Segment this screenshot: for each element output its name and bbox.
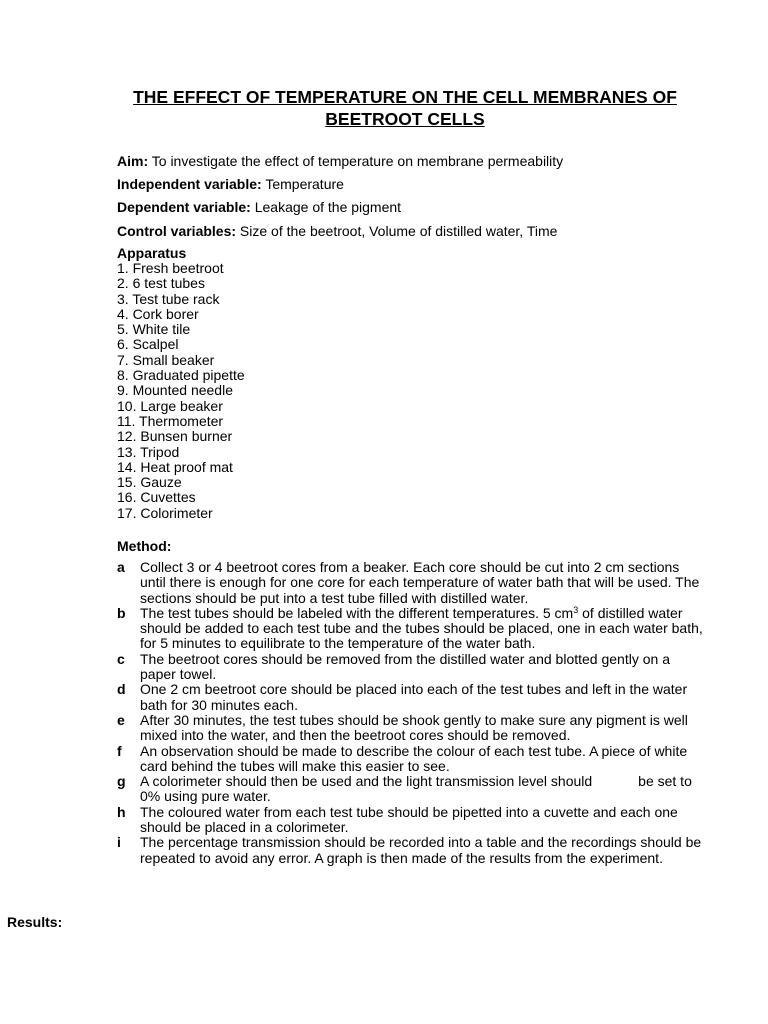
step-text: The percentage transmission should be recorded into a table and the recordings should be repeated to avoid any error. A graph is then made of the results from the experiment. [140, 834, 702, 866]
independent-variable-label: Independent variable: [117, 176, 262, 192]
step-letter: i [117, 834, 121, 851]
step-text-before: A colorimeter should then be used and the light transmission level should [140, 773, 593, 790]
apparatus-item: 10. Large beaker [117, 397, 223, 414]
step-text: One 2 cm beetroot core should be placed into each of the test tubes and left in the water bath for 30 minutes each. [140, 681, 688, 713]
step-text: The beetroot cores should be removed from the distilled water and blotted gently on a paper towel. [140, 650, 670, 683]
method-step [117, 606, 707, 652]
step-letter: g [117, 773, 126, 790]
step-letter: b [117, 604, 126, 621]
method-step [117, 682, 707, 713]
apparatus-item: 17. Colorimeter [117, 504, 213, 521]
method-step [117, 835, 707, 866]
control-variables-text: Size of the beetroot, Volume of distilled water, Time [236, 223, 558, 239]
aim-line [117, 153, 563, 169]
apparatus-item: 14. Heat proof mat [117, 458, 233, 475]
step-text: After 30 minutes, the test tubes should be shook gently to make sure any pigment is well mixed into the water, and then the beetroot cores should be removed. [140, 711, 688, 744]
apparatus-item: 9. Mounted needle [117, 382, 233, 399]
apparatus-heading: Apparatus [117, 245, 187, 261]
apparatus-item: 3. Test tube rack [117, 290, 220, 307]
step-text: An observation should be made to describe the colour of each test tube. A piece of white card behind the tubes will make this easier to see. [140, 742, 688, 774]
aim-label: Aim: [117, 153, 149, 169]
apparatus-item: 5. White tile [117, 321, 191, 338]
independent-variable-line [117, 176, 344, 192]
dependent-variable-line [117, 199, 401, 215]
dependent-variable-label: Dependent variable: [117, 199, 251, 215]
independent-variable-text: Temperature [261, 176, 344, 192]
page-title: THE EFFECT OF TEMPERATURE ON THE CELL MEMBRANES OF BEETROOT CELLS [133, 87, 677, 129]
apparatus-item: 1. Fresh beetroot [117, 260, 224, 276]
step-text: Collect 3 or 4 beetroot cores from a beaker. Each core should be cut into 2 cm sections until there is enough for one core for each temperature of water bath that will be used. The sections should be put into a test tube filled with distilled water. [140, 559, 700, 606]
method-step [117, 774, 707, 805]
apparatus-item: 15. Gauze [117, 474, 182, 491]
aim-text: To investigate the effect of temperature on membrane permeability [148, 153, 564, 169]
apparatus-item: 6. Scalpel [117, 336, 179, 353]
step-letter: c [117, 650, 125, 667]
step-letter: f [117, 742, 122, 759]
step-text [140, 774, 707, 805]
method-step [117, 744, 707, 775]
apparatus-item: 4. Cork borer [117, 305, 199, 322]
results-label: Results: [7, 914, 63, 930]
apparatus-item: 11. Thermometer [117, 412, 224, 429]
apparatus-item: 8. Graduated pipette [117, 367, 245, 384]
step-text-after: be set to 0% using pure water. [140, 773, 692, 805]
apparatus-item: 13. Tripod [117, 443, 180, 460]
method-step [117, 560, 707, 606]
control-variables-line [117, 223, 557, 239]
step-text: The coloured water from each test tube should be pipetted into a cuvette and each one should be placed in a colorimeter. [140, 803, 678, 836]
apparatus-section [117, 245, 245, 521]
step-letter: e [117, 711, 125, 728]
method-step [117, 713, 707, 744]
method-step [117, 652, 707, 683]
apparatus-item: 16. Cuvettes [117, 489, 196, 506]
apparatus-list [117, 261, 245, 521]
apparatus-item: 7. Small beaker [117, 351, 215, 368]
step-letter: a [117, 559, 125, 575]
step-text [140, 606, 707, 652]
step-letter: d [117, 681, 126, 698]
superscript: 3 [573, 604, 579, 615]
control-variables-label: Control variables: [117, 223, 237, 239]
method-steps [117, 560, 707, 866]
dependent-variable-text: Leakage of the pigment [250, 199, 402, 215]
step-text-after: of distilled water should be added to each test tube and the tubes should be placed, one in each water bath, for 5 minutes to equilibrate to the temperature of the water bath. [140, 604, 703, 652]
apparatus-item: 12. Bunsen burner [117, 428, 233, 445]
step-letter: h [117, 803, 126, 820]
step-text-before: The test tubes should be labeled with the different temperatures. 5 cm [140, 604, 574, 621]
apparatus-item: 2. 6 test tubes [117, 275, 205, 292]
method-step [117, 805, 707, 836]
method-heading: Method: [117, 538, 172, 554]
